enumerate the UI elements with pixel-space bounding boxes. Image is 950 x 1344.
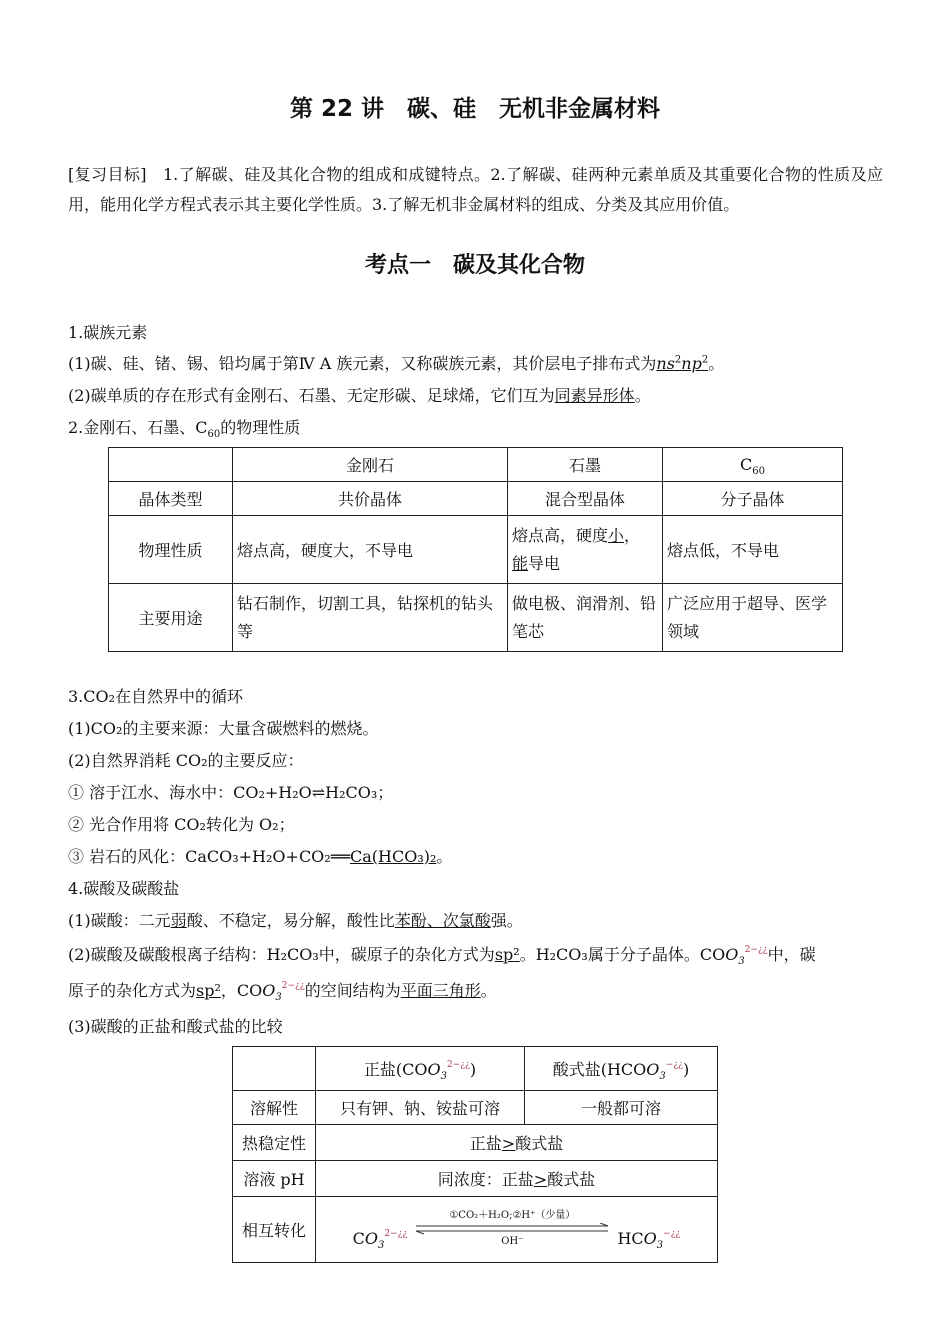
species-text: HC xyxy=(617,1229,644,1248)
s1-p1-answer xyxy=(656,354,708,373)
s4-heading: 4.碳酸及碳酸盐 xyxy=(68,879,180,898)
objectives-paragraph xyxy=(68,160,883,220)
table-cell: 混合型晶体 xyxy=(508,482,663,516)
s3-r3 xyxy=(68,844,452,867)
s4-p3: (3)碳酸的正盐和酸式盐的比较 xyxy=(68,1017,283,1036)
ion-sub: 3 xyxy=(656,1240,664,1252)
s4-p2-line1 xyxy=(68,942,816,968)
table-cell: 钻石制作，切割工具，钻探机的钻头等 xyxy=(233,584,508,652)
s1-heading: 1.碳族元素 xyxy=(68,323,148,342)
cell-text: 熔点高，硬度 xyxy=(512,525,609,545)
s4-p1-text: 酸、不稳定，易分解，酸性比 xyxy=(186,911,395,930)
carbonate-ion: $O_3$ xyxy=(262,981,282,1004)
ion-sub: 3 xyxy=(738,956,745,968)
s4-p1-text: (1)碳酸：二元 xyxy=(68,911,171,930)
cell-text: 导电 xyxy=(528,553,561,573)
table-row xyxy=(233,1091,718,1125)
table-row xyxy=(233,1125,718,1161)
table-row-label: 相互转化 xyxy=(233,1197,316,1263)
s3-r3-text: ③ 岩石的风化：CaCO₃+H₂O+CO₂══ xyxy=(68,847,350,866)
s3-r1: ① 溶于江水、海水中：CO₂+H₂O⇌H₂CO₃； xyxy=(68,783,394,802)
ans-np: np xyxy=(681,354,702,373)
bicarbonate-ion: $O_3$ xyxy=(643,1229,664,1252)
table-header-graphite: 石墨 xyxy=(508,448,663,482)
s4-p1-answer: 苯酚、次氯酸 xyxy=(394,911,491,930)
s1-p2-answer: 同素异形体 xyxy=(554,386,635,405)
table-cell: 广泛应用于超导、医学领域 xyxy=(663,584,843,652)
cell-answer: 小 xyxy=(608,525,625,545)
table-row xyxy=(233,1161,718,1197)
s2-heading xyxy=(68,415,301,441)
carbonate-salts-table xyxy=(232,1046,718,1263)
answer: 平面三角形 xyxy=(400,981,481,1000)
table-row-label: 晶体类型 xyxy=(109,482,233,516)
table-header-acid-salt xyxy=(525,1047,718,1091)
table-cell: 分子晶体 xyxy=(663,482,843,516)
table-row xyxy=(109,448,843,482)
ion-charge: −¿¿ xyxy=(663,1229,681,1239)
text: ，CO xyxy=(220,981,263,1000)
table-cell: 做电极、润滑剂、铅笔芯 xyxy=(508,584,663,652)
ans-ns: ns xyxy=(656,354,675,373)
s3-p1: (1)CO₂的主要来源：大量含碳燃料的燃烧。 xyxy=(68,719,379,738)
table-header-c60 xyxy=(663,448,843,482)
text: (2)碳酸及碳酸根离子结构：H₂CO₃中，碳原子的杂化方式为 xyxy=(68,945,495,964)
cell-text: ， xyxy=(624,525,641,545)
arrow-bottom-label: OH⁻ xyxy=(501,1235,524,1247)
table-cell xyxy=(233,1047,316,1091)
text: 的空间结构为 xyxy=(304,981,401,1000)
s3-heading: 3.CO₂在自然界中的循环 xyxy=(68,687,244,706)
species-text: C xyxy=(352,1229,365,1248)
ion-charge: 2−¿¿ xyxy=(744,945,768,955)
s4-p1 xyxy=(68,908,523,931)
table-row xyxy=(109,516,843,584)
table-row-label: 物理性质 xyxy=(109,516,233,584)
header-text: 酸式盐(HCO xyxy=(552,1060,647,1079)
cell-answer: > xyxy=(533,1170,548,1189)
table-row-label: 溶液 pH xyxy=(233,1161,316,1197)
s1-p1-text: (1)碳、硅、锗、锡、铅均属于第Ⅳ A 族元素，又称碳族元素，其价层电子排布式为 xyxy=(68,354,657,373)
text: 中，碳 xyxy=(767,945,816,964)
carbonate-ion: $O_3$ xyxy=(364,1229,385,1252)
table-cell: 熔点低，不导电 xyxy=(663,516,843,584)
table-row-label: 热稳定性 xyxy=(233,1125,316,1161)
cell-text: 酸式盐 xyxy=(547,1170,596,1189)
carbonate-ion: $O_3$ xyxy=(725,945,745,968)
ion-charge: −¿¿ xyxy=(665,1060,683,1070)
header-text: ) xyxy=(683,1060,690,1079)
page-title: 第 22 讲 碳、硅 无机非金属材料 xyxy=(289,96,661,122)
double-arrow-icon xyxy=(412,1223,612,1235)
s2-heading-pre: 2.金刚石、石墨、C xyxy=(68,418,208,437)
table-cell: 只有钾、钠、铵盐可溶 xyxy=(316,1091,525,1125)
ion-sub: 3 xyxy=(377,1240,385,1252)
header-text: 正盐(CO xyxy=(363,1060,428,1079)
cell-answer: > xyxy=(501,1134,516,1153)
conversion-right xyxy=(617,1229,681,1252)
table-row-label: 溶解性 xyxy=(233,1091,316,1125)
objectives-text: 1.了解碳、硅及其化合物的组成和成键特点。2.了解碳、硅两种元素单质及其重要化合物的性质及应用，能用化学方程式表示其主要化学性质。3.了解无机非金属材料的组成、分类及其应用价值。 xyxy=(68,165,883,214)
c60-sub: 60 xyxy=(752,466,765,478)
conversion-left xyxy=(352,1229,408,1252)
s1-p1 xyxy=(68,351,724,374)
s1-p2-end: 。 xyxy=(634,386,651,405)
table-header-normal-salt xyxy=(316,1047,525,1091)
objectives-label: [复习目标] xyxy=(68,165,147,184)
s2-heading-post: 的物理性质 xyxy=(220,418,301,437)
s2-heading-sub: 60 xyxy=(207,429,221,441)
arrow-top-label: ①CO₂＋H₂O;②H⁺（少量） xyxy=(449,1209,576,1221)
table-row xyxy=(109,584,843,652)
ans-sup1: 2 xyxy=(674,354,682,366)
section-title: 考点一 碳及其化合物 xyxy=(364,253,585,278)
conversion-cell xyxy=(316,1197,718,1263)
cell-text: 正盐 xyxy=(469,1134,502,1153)
bicarbonate-ion: $O_3$ xyxy=(646,1060,666,1083)
equilibrium-arrow xyxy=(412,1210,612,1250)
s1-p2-text: (2)碳单质的存在形式有金刚石、石墨、无定形碳、足球烯，它们互为 xyxy=(68,386,555,405)
s3-r3-answer: Ca(HCO₃)₂ xyxy=(349,847,437,866)
text: 原子的杂化方式为 xyxy=(68,981,197,1000)
table-cell xyxy=(316,1125,718,1161)
ion-charge: 2−¿¿ xyxy=(281,981,305,991)
s1-p2 xyxy=(68,383,651,406)
table-cell: 熔点高，硬度大，不导电 xyxy=(233,516,508,584)
table-cell: 共价晶体 xyxy=(233,482,508,516)
table-row xyxy=(109,482,843,516)
ion-charge: 2−¿¿ xyxy=(384,1229,408,1239)
header-text: ) xyxy=(469,1060,477,1079)
s1-p1-end: 。 xyxy=(708,354,725,373)
cell-text: 酸式盐 xyxy=(515,1134,564,1153)
text: 。H₂CO₃属于分子晶体。CO xyxy=(519,945,726,964)
table-header-diamond: 金刚石 xyxy=(233,448,508,482)
table-row-label: 主要用途 xyxy=(109,584,233,652)
answer: sp² xyxy=(494,945,520,964)
cell-text: 同浓度：正盐 xyxy=(437,1170,534,1189)
s3-p2: (2)自然界消耗 CO₂的主要反应： xyxy=(68,751,304,770)
s4-p1-answer: 弱 xyxy=(170,911,187,930)
answer: sp² xyxy=(196,981,221,1000)
table-cell xyxy=(316,1161,718,1197)
table-cell xyxy=(508,516,663,584)
ion-sub: 3 xyxy=(440,1071,447,1083)
s4-p2-line2 xyxy=(68,978,497,1004)
carbon-allotropes-table xyxy=(108,447,843,652)
table-cell xyxy=(109,448,233,482)
s3-r3-end: 。 xyxy=(436,847,453,866)
ion-sub: 3 xyxy=(275,992,282,1004)
c60-main: C xyxy=(740,455,753,474)
cell-answer: 能 xyxy=(512,553,529,573)
ion-sub: 3 xyxy=(659,1071,666,1083)
ion-charge: 2−¿¿ xyxy=(446,1060,470,1070)
s3-r2: ② 光合作用将 CO₂转化为 O₂； xyxy=(68,815,295,834)
text: 。 xyxy=(480,981,497,1000)
table-cell: 一般都可溶 xyxy=(525,1091,718,1125)
carbonate-ion: $O_3$ xyxy=(427,1060,447,1083)
table-row xyxy=(233,1197,718,1263)
table-row xyxy=(233,1047,718,1091)
ans-sup2: 2 xyxy=(701,354,709,366)
s4-p1-end: 强。 xyxy=(490,911,523,930)
